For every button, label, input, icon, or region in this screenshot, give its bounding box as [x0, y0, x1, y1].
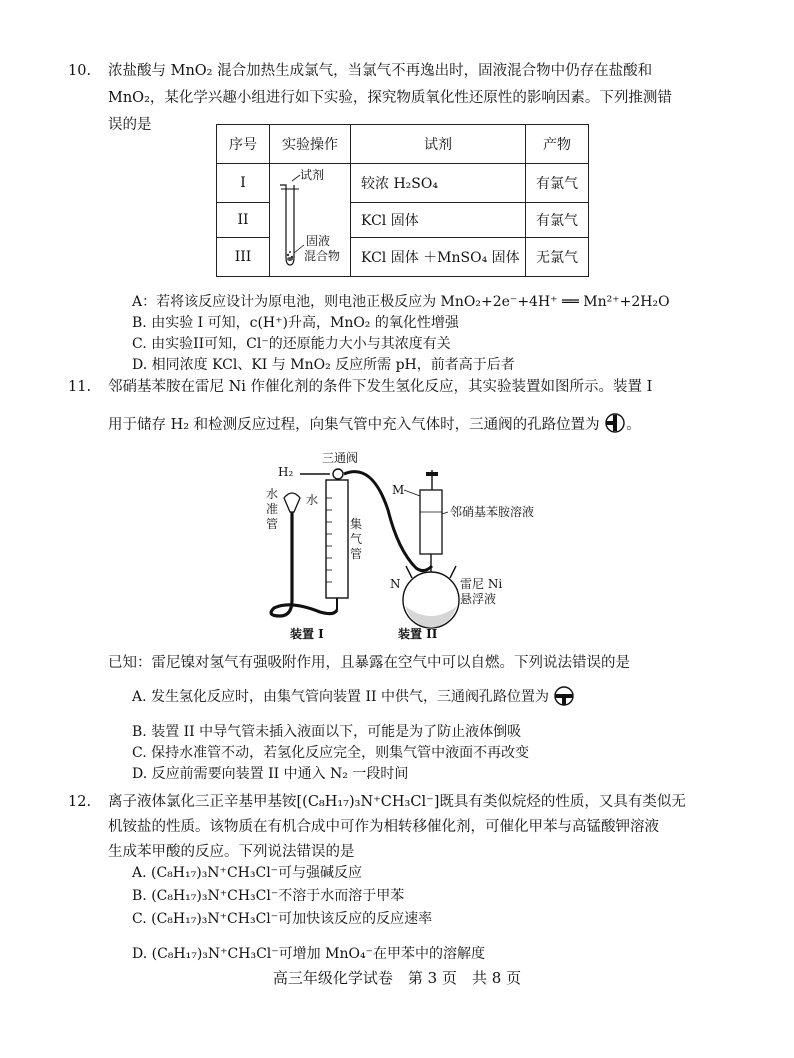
stem-line: 生成苯甲酸的反应。下列说法错误的是 — [108, 844, 355, 860]
table-row — [217, 164, 589, 203]
option-a-text: A. 发生氢化反应时，由集气管向装置 II 中供气，三通阀孔路位置为 — [132, 689, 549, 705]
option-a: A：若将该反应设计为原电池，则电池正极反应为 MnO₂+2e⁻+4H⁺ ══ Mn²⁺+2H₂O — [132, 294, 670, 310]
label-solution: 邻硝基苯胺溶液 — [450, 505, 535, 519]
row-id: I — [217, 164, 270, 203]
q11-known — [108, 650, 708, 677]
label-device2: 装置 II — [398, 627, 438, 641]
table-header: 实验操作 — [270, 125, 351, 164]
row-id: III — [217, 238, 270, 277]
table-header: 试剂 — [351, 125, 526, 164]
row-product: 无氯气 — [526, 238, 589, 277]
option-b: B. 由实验 I 可知，c(H⁺)升高，MnO₂ 的氧化性增强 — [132, 315, 459, 331]
option-a: A. (C₈H₁₇)₃N⁺CH₃Cl⁻可与强碱反应 — [132, 865, 363, 881]
stem-text: 用于储存 H₂ 和检测反应过程，向集气管中充入气体时，三通阀的孔路位置为 — [108, 417, 600, 433]
three-way-valve-icon — [333, 469, 343, 479]
label-valve: 三通阀 — [322, 451, 359, 465]
q11-options — [132, 684, 575, 785]
label-n: N — [390, 577, 401, 591]
option-b: B. (C₈H₁₇)₃N⁺CH₃Cl⁻不溶于水而溶于甲苯 — [132, 888, 405, 904]
row-reagent: 较浓 H₂SO₄ — [351, 164, 526, 203]
stem-line: MnO₂，某化学兴趣小组进行如下实验，探究物质氧化性还原性的影响因素。下列推测错 — [108, 90, 672, 106]
q12-options — [132, 862, 485, 966]
q10-options — [132, 292, 670, 376]
stem-line: 离子液体氯化三正辛基甲基铵[(C₈H₁₇)₃N⁺CH₃Cl⁻]既具有类似烷烃的性质，又具有类似无 — [108, 794, 686, 810]
row-reagent: KCl 固体 — [351, 203, 526, 238]
question-number: 12. — [68, 794, 92, 810]
valve-position-icon — [553, 685, 575, 707]
row-product: 有氯气 — [526, 164, 589, 203]
option-c: C. 由实验II可知，Cl⁻的还原能力大小与其浓度有关 — [132, 336, 451, 352]
table-header: 产物 — [526, 125, 589, 164]
label-h2: H₂ — [278, 465, 294, 479]
label-mix: 固液 — [306, 234, 331, 248]
label-water-tube: 管 — [266, 517, 279, 531]
label-raney: 雷尼 Ni — [460, 577, 503, 591]
label-device1: 装置 I — [290, 627, 324, 641]
label-raney: 悬浮液 — [460, 592, 497, 606]
label-gas-tube: 管 — [350, 547, 363, 561]
row-product: 有氯气 — [526, 203, 589, 238]
table-header: 序号 — [217, 125, 270, 164]
option-a — [132, 684, 575, 710]
option-d: D. 相同浓度 KCl、KI 与 MnO₂ 反应所需 pH，前者高于后者 — [132, 357, 515, 373]
dropping-funnel — [420, 490, 442, 554]
label-water-tube: 准 — [266, 502, 279, 516]
question-stem — [108, 790, 708, 865]
question-number: 11. — [68, 379, 92, 395]
label-water: 水 — [306, 493, 319, 507]
page-footer: 高三年级化学试卷 第 3 页 共 8 页 — [272, 969, 522, 987]
option-d: D. (C₈H₁₇)₃N⁺CH₃Cl⁻可增加 MnO₄⁻在甲苯中的溶解度 — [132, 946, 485, 962]
stem-line: 机铵盐的性质。该物质在有机合成中可作为相转移催化剂，可催化甲苯与高锰酸钾溶液 — [108, 819, 659, 835]
experiment-table — [216, 124, 589, 277]
stem-line: 用于储存 H₂ 和检测反应过程，向集气管中充入气体时，三通阀的孔路位置为 。 — [108, 412, 708, 439]
question-11 — [68, 374, 708, 439]
apparatus-diagram — [260, 450, 580, 646]
valve-position-icon — [604, 412, 626, 434]
label-reagent: 试剂 — [300, 168, 325, 182]
stem-line: 邻硝基苯胺在雷尼 Ni 作催化剂的条件下发生氢化反应，其实验装置如图所示。装置 I — [108, 379, 653, 395]
stem-line: 误的是 — [108, 117, 152, 133]
test-tube-diagram — [270, 164, 351, 277]
question-stem — [108, 374, 708, 439]
option-d: D. 反应前需要向装置 II 中通入 N₂ 一段时间 — [132, 766, 409, 782]
stem-line: 浓盐酸与 MnO₂ 混合加热生成氯气，当氯气不再逸出时，固液混合物中仍存在盐酸和 — [108, 63, 653, 79]
label-gas-tube: 气 — [350, 532, 363, 546]
label-m: M — [392, 483, 405, 497]
row-reagent: KCl 固体 ＋MnSO₄ 固体 — [351, 238, 526, 277]
water-level-funnel — [284, 493, 300, 512]
row-id: II — [217, 203, 270, 238]
question-number: 10. — [68, 63, 92, 79]
label-water-tube: 水 — [266, 487, 279, 501]
known-line: 已知：雷尼镍对氢气有强吸附作用，且暴露在空气中可以自燃。下列说法错误的是 — [108, 655, 630, 671]
option-c: C. 保持水准管不动，若氢化反应完全，则集气管中液面不再改变 — [132, 745, 530, 761]
label-gas-tube: 集 — [350, 517, 363, 531]
label-mix: 混合物 — [304, 249, 341, 263]
option-c: C. (C₈H₁₇)₃N⁺CH₃Cl⁻可加快该反应的反应速率 — [132, 911, 433, 927]
option-b: B. 装置 II 中导气管未插入液面以下，可能是为了防止液体倒吸 — [132, 724, 522, 740]
question-12 — [68, 790, 708, 865]
